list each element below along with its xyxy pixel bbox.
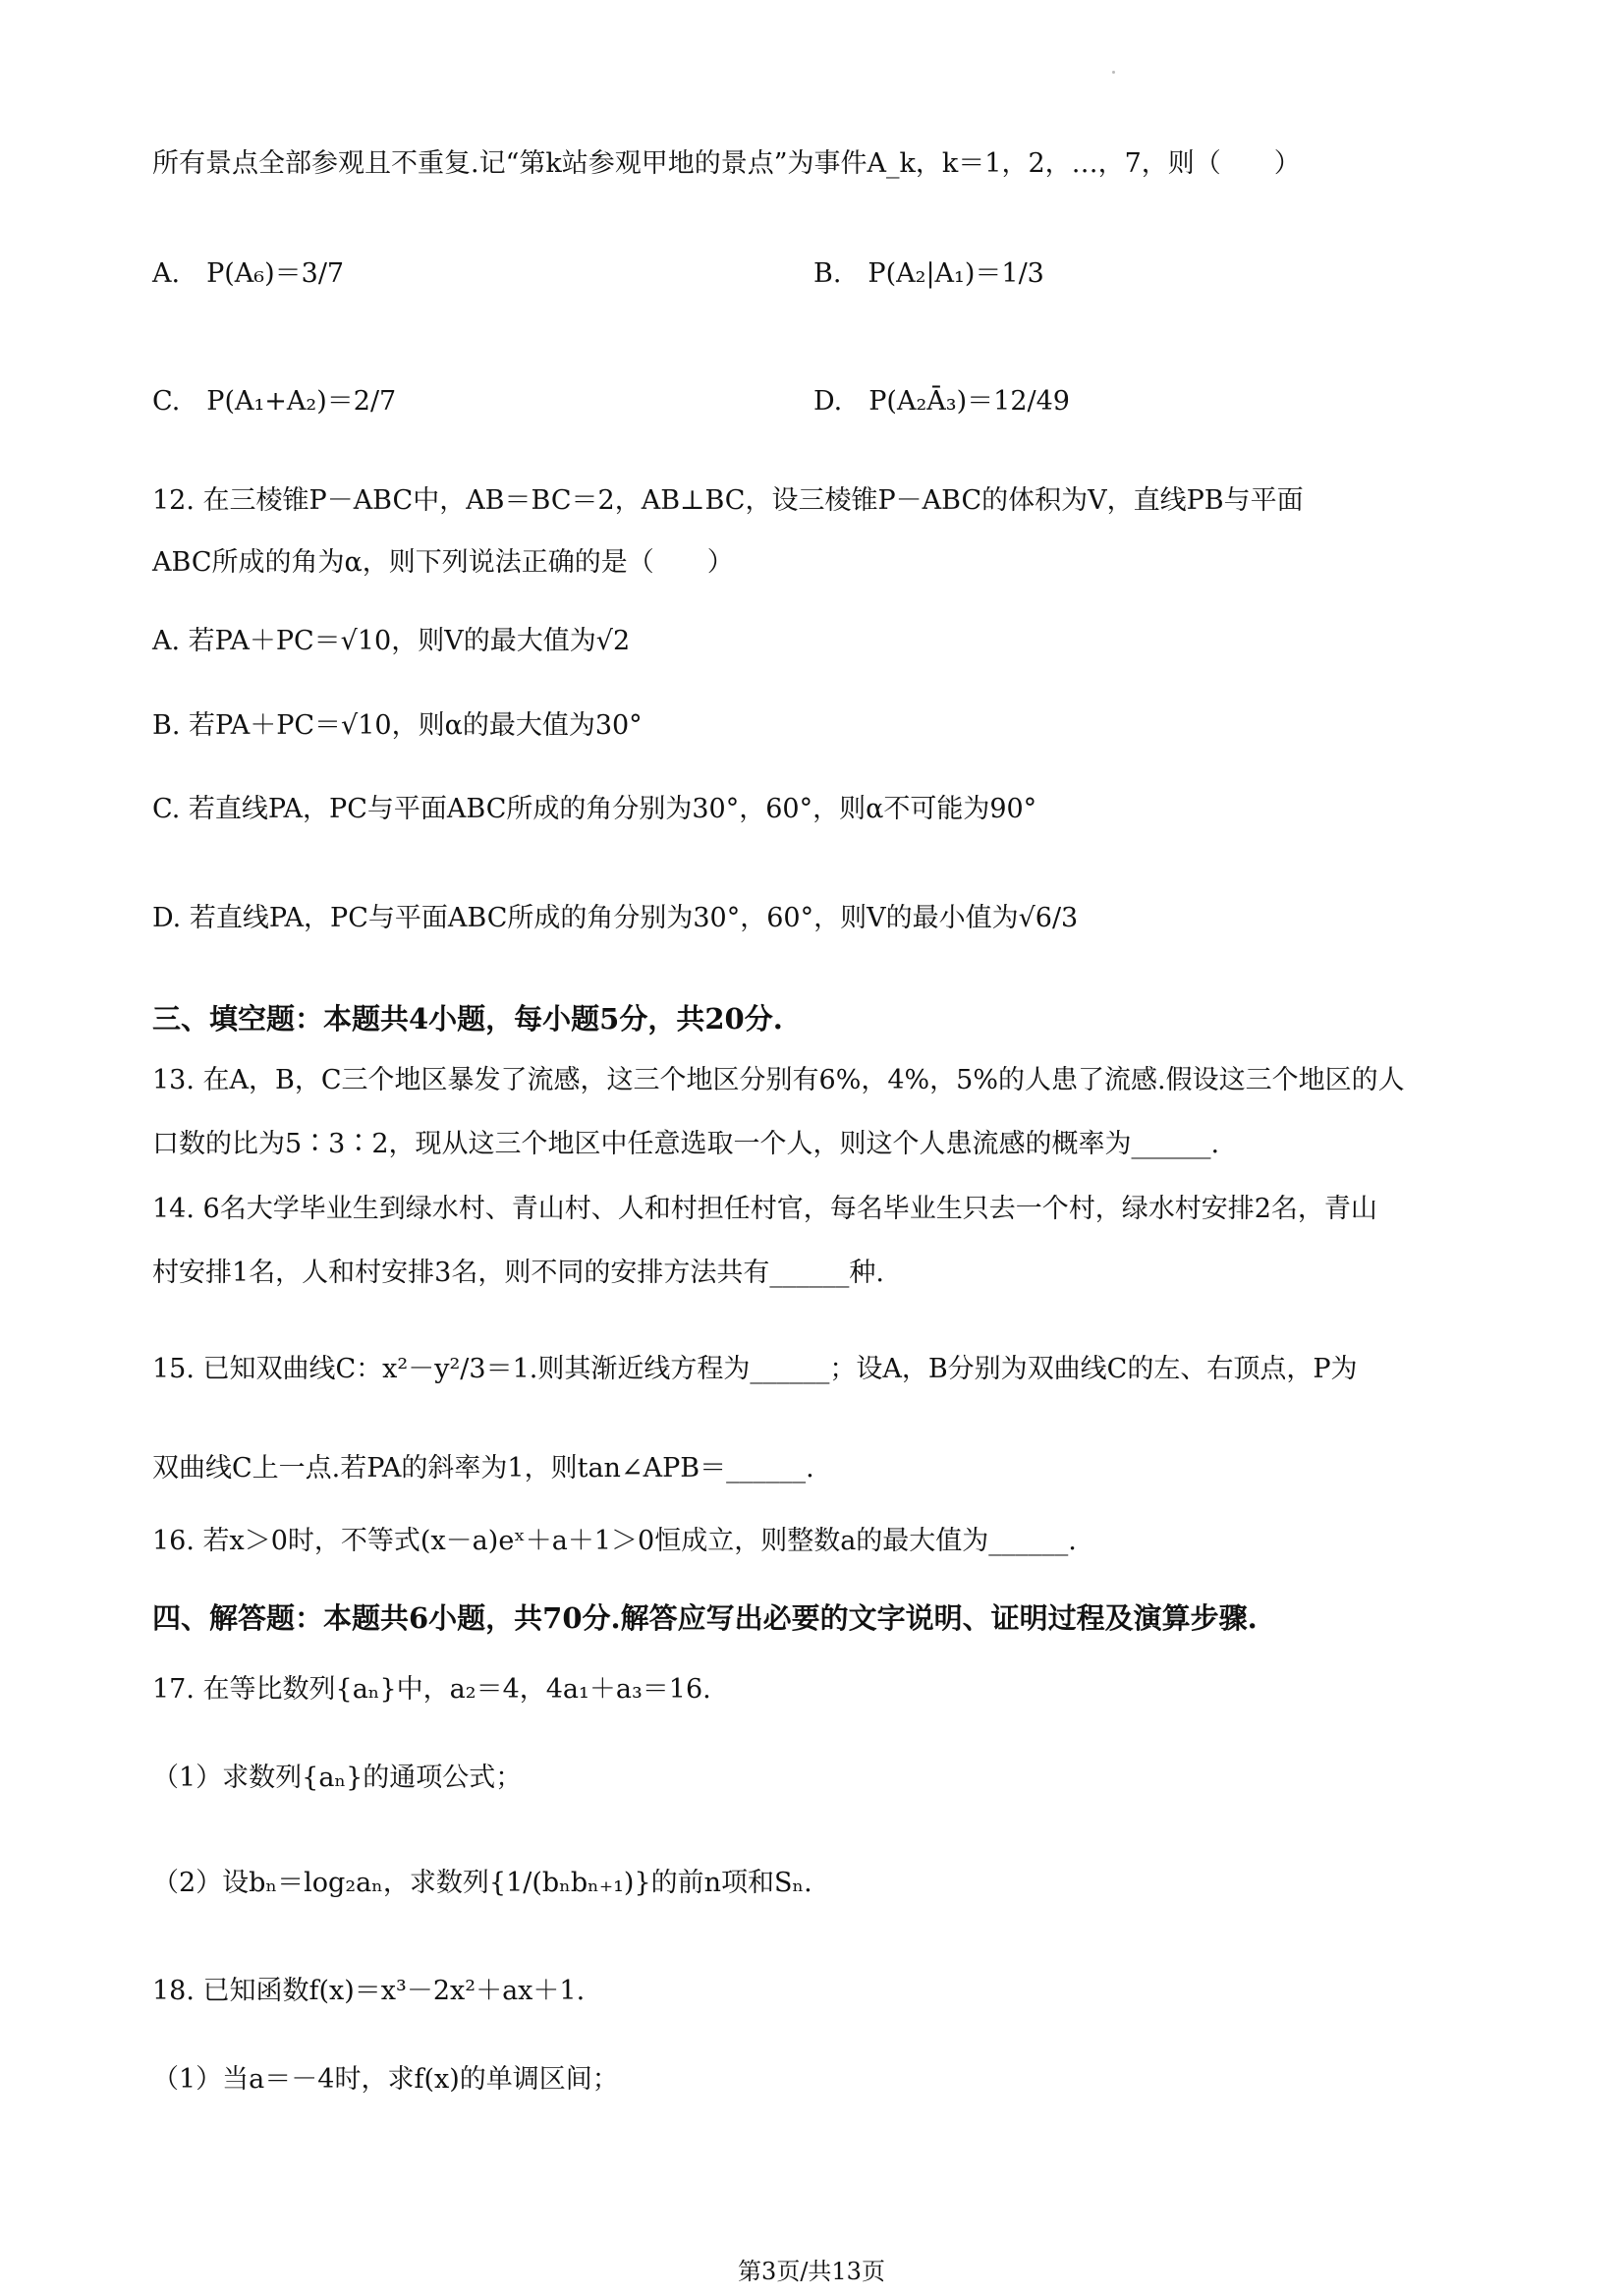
q11-option-c: C. P(A₁+A₂)＝2/7: [152, 386, 397, 417]
question-18-part-1: （1）当a＝－4时，求f(x)的单调区间；: [152, 2064, 619, 2095]
q12-option-b: B. 若PA＋PC＝√10，则α的最大值为30°: [152, 710, 643, 741]
q12-option-d: D. 若直线PA，PC与平面ABC所成的角分别为30°，60°，则V的最小值为√6/3: [152, 903, 1079, 933]
question-13-line-1: 13. 在A，B，C三个地区暴发了流感，这三个地区分别有6%，4%，5%的人患了流感.假设这三个地区的人: [152, 1065, 1405, 1095]
q12-option-c: C. 若直线PA，PC与平面ABC所成的角分别为30°，60°，则α不可能为90°: [152, 794, 1037, 824]
question-14-line-1: 14. 6名大学毕业生到绿水村、青山村、人和村担任村官，每名毕业生只去一个村，绿水村安排2名，青山: [152, 1194, 1377, 1224]
section-answer-heading: 四、解答题：本题共6小题，共70分.解答应写出必要的文字说明、证明过程及演算步骤.: [152, 1601, 1258, 1635]
q11-option-a: A. P(A₆)＝3/7: [152, 258, 345, 289]
question-11-stem-tail: 所有景点全部参观且不重复.记“第k站参观甲地的景点”为事件A_k，k＝1，2，…，7，则（ ）: [152, 148, 1301, 179]
question-15-line-1: 15. 已知双曲线C：x²－y²/3＝1.则其渐近线方程为______；设A，B分别为双曲线C的左、右顶点，P为: [152, 1354, 1358, 1384]
q12-option-a: A. 若PA＋PC＝√10，则V的最大值为√2: [152, 626, 631, 656]
question-12-stem-2: ABC所成的角为α，则下列说法正确的是（ ）: [152, 547, 734, 578]
question-17-part-1: （1）求数列{aₙ}的通项公式；: [152, 1763, 523, 1793]
question-14-line-2: 村安排1名，人和村安排3名，则不同的安排方法共有______种.: [152, 1258, 884, 1288]
question-18-stem: 18. 已知函数f(x)＝x³－2x²＋ax＋1.: [152, 1976, 586, 2006]
question-17-part-2: （2）设bₙ＝log₂aₙ，求数列{1/(bₙbₙ₊₁)}的前n项和Sₙ.: [152, 1868, 812, 1898]
question-15-line-2: 双曲线C上一点.若PA的斜率为1，则tan∠APB＝______.: [152, 1453, 814, 1484]
question-17-stem: 17. 在等比数列{aₙ}中，a₂＝4，4a₁＋a₃＝16.: [152, 1674, 711, 1705]
question-16: 16. 若x＞0时，不等式(x－a)eˣ＋a＋1＞0恒成立，则整数a的最大值为______.: [152, 1526, 1077, 1556]
page-footer: 第3页/共13页: [738, 2258, 885, 2285]
q11-option-b: B. P(A₂|A₁)＝1/3: [813, 258, 1044, 289]
scan-dot: [1112, 71, 1115, 74]
question-13-line-2: 口数的比为5∶3∶2，现从这三个地区中任意选取一个人，则这个人患流感的概率为______.: [152, 1129, 1220, 1159]
q11-option-d: D. P(A₂Ā₃)＝12/49: [813, 386, 1070, 417]
question-12-stem: 12. 在三棱锥P－ABC中，AB＝BC＝2，AB⊥BC，设三棱锥P－ABC的体积为V，直线PB与平面: [152, 485, 1304, 516]
section-fill-in-heading: 三、填空题：本题共4小题，每小题5分，共20分.: [152, 1002, 783, 1036]
